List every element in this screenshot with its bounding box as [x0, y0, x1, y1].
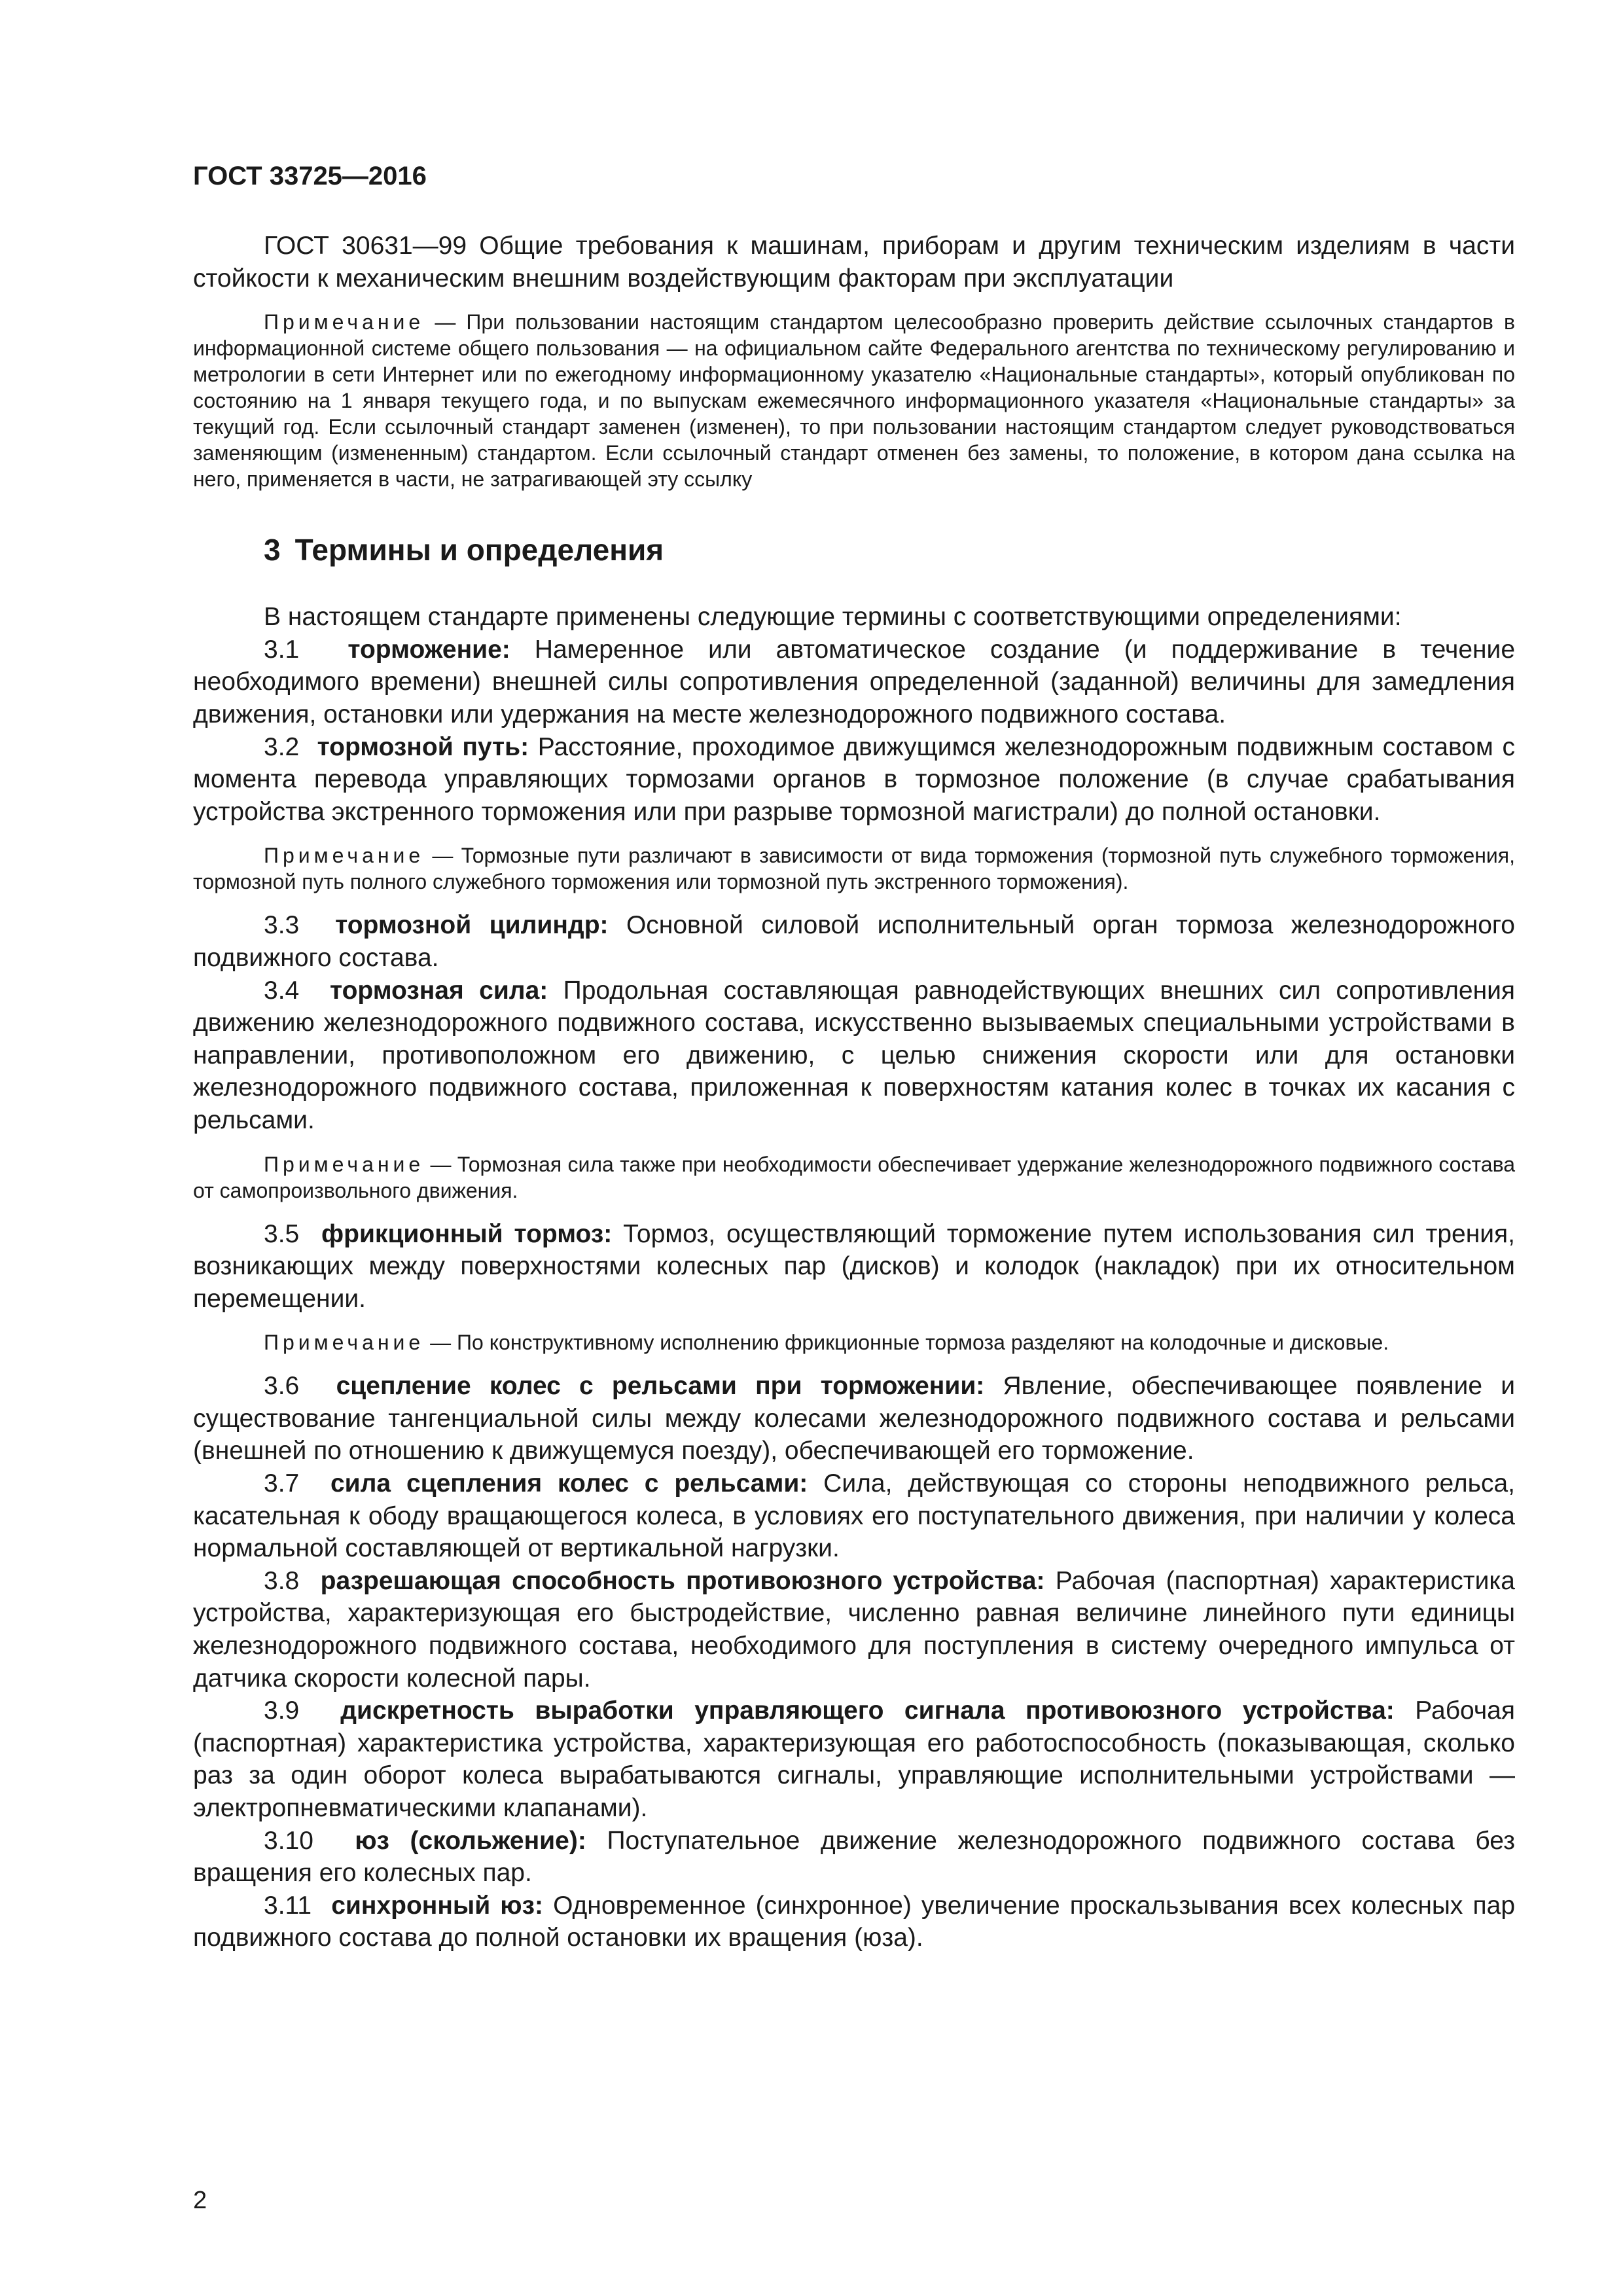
- note-3-4: [193, 1151, 1515, 1204]
- section-3-title: [193, 531, 1515, 568]
- term-number: 3.5: [264, 1219, 300, 1248]
- term-name: разрешающая способность противоюзного устройства:: [320, 1566, 1045, 1595]
- term-name: фрикционный тормоз:: [321, 1219, 613, 1248]
- term-definition: Продольная составляющая равнодействующих внешних сил сопротивления движению железнодорожного подвижного состава, искусственно вызываемых специальными устройствами в направлении, противоположном его движению, с целью снижения скорости или для остановки железнодорожного подвижного состава, приложенная к поверхностям катания колес в точках их касания с рельсами.: [193, 976, 1516, 1134]
- term-number: 3.10: [264, 1826, 313, 1855]
- note-text: — Тормозные пути различают в зависимости от вида торможения (тормозной путь служебного торможения, тормозной путь полного служебного торможения или тормозной путь экстренного торможения).: [193, 844, 1515, 894]
- term-3-10: [193, 1825, 1515, 1890]
- term-3-2: [193, 731, 1515, 829]
- term-number: 3.4: [264, 976, 300, 1005]
- term-definition: Рабочая (паспортная) характеристика устройства, характеризующая его быстродействие, численно равная величине линейного пути единицы железнодорожного подвижного состава, необходимого для поступления в систему очередного импульса от датчика скорости колесной пары.: [193, 1566, 1515, 1693]
- note-label: Примечание: [264, 1152, 425, 1176]
- term-definition: Тормоз, осуществляющий торможение путем использования сил трения, возникающих между поверхностями колесных пар (дисков) и колодок (накладок) при их относительном перемещении.: [193, 1219, 1515, 1313]
- term-name: тормозная сила:: [330, 976, 548, 1005]
- term-3-6: [193, 1370, 1515, 1467]
- note-3-5: [193, 1329, 1515, 1355]
- document-code-header: ГОСТ 33725—2016: [193, 162, 427, 190]
- term-definition: Сила, действующая со стороны неподвижного рельса, касательная к ободу вращающегося колеса, в условиях его поступательного движения, при наличии у колеса нормальной составляющей от вертикальной нагрузки.: [193, 1469, 1516, 1563]
- note-label: Примечание: [264, 310, 425, 334]
- section-intro: В настоящем стандарте применены следующие термины с соответствующими определениями:: [264, 603, 1402, 632]
- note-text: — Тормозная сила также при необходимости обеспечивает удержание железнодорожного подвижного состава от самопроизвольного движения.: [193, 1152, 1515, 1202]
- term-number: 3.3: [264, 911, 300, 940]
- term-number: 3.7: [264, 1469, 300, 1498]
- note-3-2: [193, 842, 1515, 895]
- term-definition: Явление, обеспечивающее появление и существование тангенциальной силы между колесами железнодорожного подвижного состава и рельсами (внешней по отношению к движущемуся поезду), обеспечивающей его торможение.: [193, 1372, 1516, 1465]
- term-name: тормозной путь:: [317, 732, 529, 761]
- term-number: 3.8: [264, 1566, 300, 1595]
- term-number: 3.9: [264, 1696, 300, 1725]
- term-definition: Расстояние, проходимое движущимся железнодорожным подвижным составом с момента перевода управляющих тормозами органов в тормозное положение (в случае срабатывания устройства экстренного торможения или при разрыве тормозной магистрали) до полной остановки.: [193, 732, 1515, 826]
- term-name: дискретность выработки управляющего сигнала противоюзного устройства:: [340, 1696, 1395, 1725]
- term-name: сила сцепления колес с рельсами:: [330, 1469, 808, 1498]
- term-definition: Основной силовой исполнительный орган тормоза железнодорожного подвижного состава.: [193, 911, 1515, 972]
- term-definition: Поступательное движение железнодорожного подвижного состава без вращения его колесных пар.: [193, 1826, 1515, 1888]
- term-number: 3.6: [264, 1372, 300, 1401]
- term-number: 3.11: [264, 1891, 312, 1920]
- reference-gost-30631: ГОСТ 30631—99 Общие требования к машинам, приборам и другим техническим изделиям в части стойкости к механическим внешним воздействующим факторам при эксплуатации: [193, 232, 1515, 293]
- term-definition: Одновременное (синхронное) увеличение проскальзывания всех колесных пар подвижного состава до полной остановки их вращения (юза).: [193, 1891, 1516, 1952]
- term-name: синхронный юз:: [331, 1891, 543, 1920]
- term-definition: Рабочая (паспортная) характеристика устройства, характеризующая его работоспособность (показывающая, сколько раз за один оборот колеса вырабатываются сигналы, управляющие исполнительными устройствами — электропневматическими клапанами).: [193, 1696, 1515, 1822]
- term-3-8: [193, 1565, 1515, 1695]
- term-name: тормозной цилиндр:: [335, 911, 609, 940]
- term-3-1: [193, 634, 1515, 731]
- note-text: — По конструктивному исполнению фрикционные тормоза разделяют на колодочные и дисковые.: [424, 1331, 1389, 1355]
- section-title-text: Термины и определения: [294, 533, 664, 567]
- term-3-5: [193, 1218, 1515, 1316]
- note-label: Примечание: [264, 1331, 425, 1355]
- term-3-3: [193, 909, 1515, 974]
- term-name: сцепление колес с рельсами при торможении:: [336, 1372, 985, 1401]
- term-definition: Намеренное или автоматическое создание (и поддерживание в течение необходимого времени) внешней силы сопротивления определенной (заданной) величины для замедления движения, остановки или удержания на месте железнодорожного подвижного состава.: [193, 635, 1516, 728]
- note-text: — При пользовании настоящим стандартом целесообразно проверить действие ссылочных стандартов в информационной системе общего пользования — на официальном сайте Федерального агентства по техническому регулированию и метрологии в сети Интернет или по ежегодному информационному указателю «Национальные стандарты», который опубликован по состоянию на 1 января текущего года, и по выпускам ежемесячного информационного указателя «Национальные стандарты» за текущий год. Если ссылочный стандарт заменен (изменен), то при пользовании настоящим стандартом следует руководствоваться заменяющим (измененным) стандартом. Если ссылочный стандарт отменен без замены, то положение, в котором дана ссылка на него, применяется в части, не затрагивающей эту ссылку: [193, 310, 1515, 492]
- term-3-9: [193, 1695, 1515, 1824]
- term-3-4: [193, 975, 1515, 1137]
- note-label: Примечание: [264, 844, 425, 868]
- term-name: юз (скольжение):: [355, 1826, 586, 1855]
- term-3-11: [193, 1890, 1515, 1954]
- section-number: 3: [264, 533, 281, 567]
- note-general: [193, 309, 1515, 492]
- term-number: 3.2: [264, 732, 300, 761]
- term-name: торможение:: [348, 635, 510, 664]
- document-page: [193, 160, 1515, 1954]
- page-number: 2: [193, 2187, 207, 2214]
- term-number: 3.1: [264, 635, 300, 664]
- term-3-7: [193, 1467, 1515, 1565]
